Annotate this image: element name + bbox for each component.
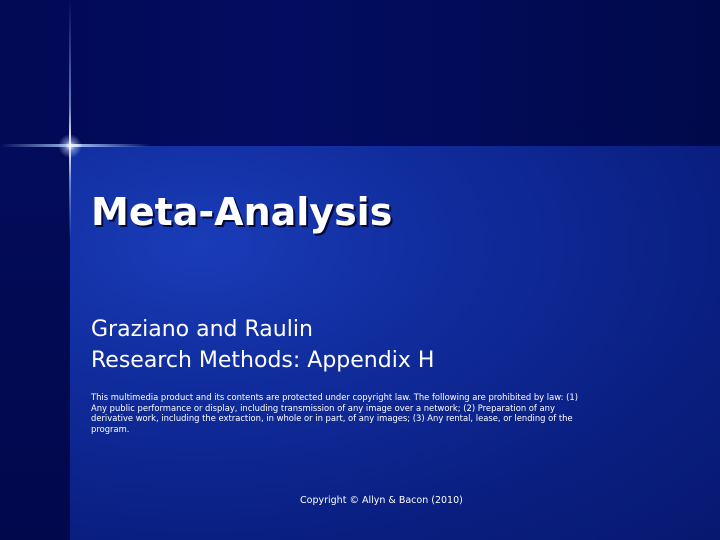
- background-top-band: [0, 0, 720, 146]
- sparkle-vertical-ray: [69, 0, 71, 240]
- background-left-band: [0, 146, 70, 540]
- subtitle-authors: Graziano and Raulin: [91, 317, 313, 342]
- copyright-footer: Copyright © Allyn & Bacon (2010): [300, 495, 463, 506]
- sparkle-icon: [58, 134, 82, 158]
- subtitle-book: Research Methods: Appendix H: [91, 348, 435, 373]
- slide-subtitle: [91, 314, 434, 376]
- slide-title: Meta-Analysis: [91, 190, 393, 234]
- copyright-notice: This multimedia product and its contents are protected under copyright law. The following are prohibited by law: (1) Any public performance or display, including transmission of any image over a network; (2) Preparation of any derivative work, including the extraction, in whole or in part, of any images; (3) Any rental, lease, or lending of the program.: [91, 392, 578, 434]
